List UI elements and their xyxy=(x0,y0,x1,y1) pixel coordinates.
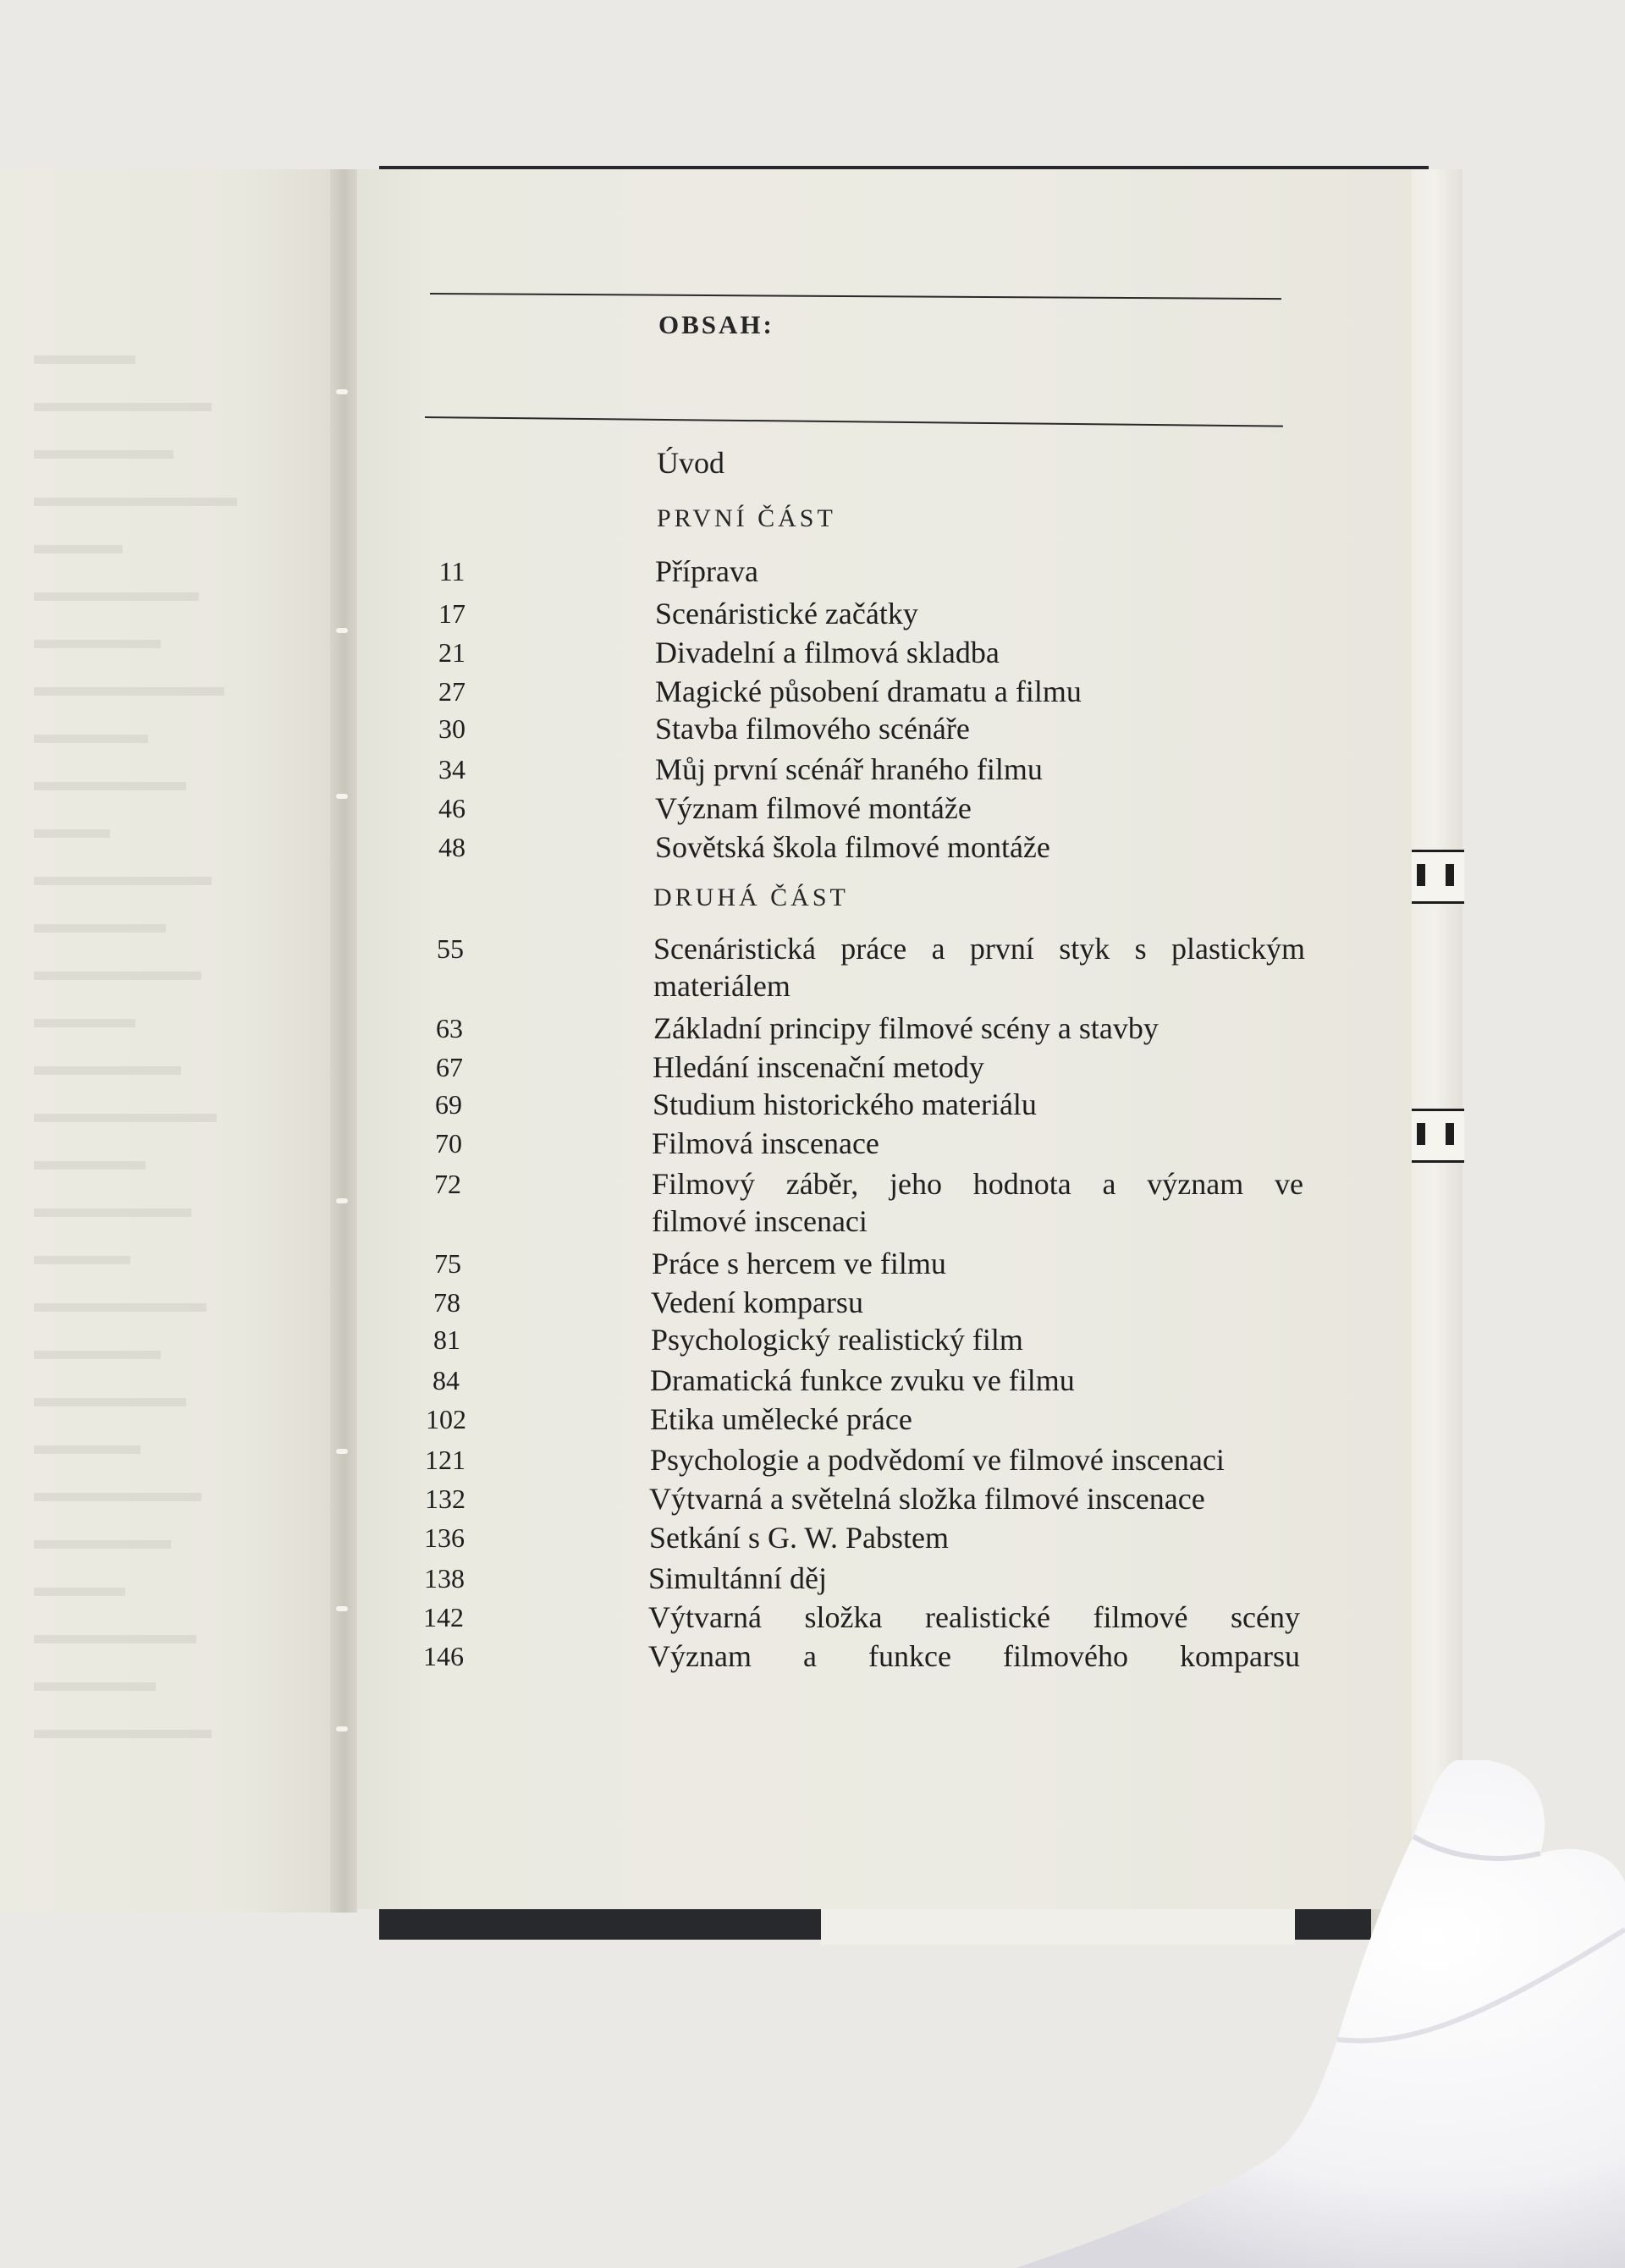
toc-page-number: 70 xyxy=(435,1128,462,1159)
toc-entry-title: Vedení komparsu xyxy=(651,1285,863,1319)
toc-intro-title: Úvod xyxy=(657,446,724,480)
toc-page-number: 48 xyxy=(438,832,465,862)
toc-entry-title: Můj první scénář hraného filmu xyxy=(655,752,1043,786)
toc-page-number: 11 xyxy=(438,556,465,586)
toc-page-number: 34 xyxy=(438,754,465,784)
toc-entry-title: Výtvarná složka realistické filmové scény xyxy=(648,1600,1300,1634)
toc-page-number: 102 xyxy=(426,1404,466,1434)
toc-page-number: 136 xyxy=(424,1522,465,1553)
section-heading: PRVNÍ ČÁST xyxy=(657,504,836,532)
toc-page-number: 69 xyxy=(435,1089,462,1120)
left-page xyxy=(0,169,347,1913)
toc-page-number: 21 xyxy=(438,637,465,668)
binding-stitch xyxy=(336,1198,348,1203)
toc-entry-title: Etika umělecké práce xyxy=(650,1402,912,1436)
toc-page-number: 81 xyxy=(433,1324,460,1355)
toc-page-number: 75 xyxy=(434,1248,461,1279)
toc-entry-title: Příprava xyxy=(655,554,758,588)
toc-entry-title: Práce s hercem ve filmu xyxy=(652,1247,946,1280)
toc-page-number: 84 xyxy=(432,1365,460,1395)
toc-entry-title: Sovětská škola filmové montáže xyxy=(655,830,1050,864)
toc-entry-title: Hledání inscenační metody xyxy=(653,1050,984,1084)
toc-page-number: 27 xyxy=(438,676,465,707)
toc-entry-title: Stavba filmového scénáře xyxy=(655,712,970,746)
toc-entry-title: Základní principy filmové scény a stavby xyxy=(653,1011,1159,1045)
binding-stitch xyxy=(336,1606,348,1611)
toc-entry-title: Filmový záběr, jeho hodnota a význam ve xyxy=(652,1167,1303,1201)
toc-entry-title: Výtvarná a světelná složka filmové inscenace xyxy=(649,1482,1205,1516)
jacket-stripe-band xyxy=(1405,1109,1464,1163)
toc-page-number: 30 xyxy=(438,713,465,744)
toc-entry-title: Divadelní a filmová skladba xyxy=(655,636,1000,669)
toc-page-number: 138 xyxy=(424,1563,465,1594)
toc-page-number: 121 xyxy=(425,1445,465,1475)
toc-entry-title: Význam filmové montáže xyxy=(655,791,972,825)
toc-entry-title: Psychologie a podvědomí ve filmové inscenaci xyxy=(650,1443,1225,1477)
book-gutter xyxy=(330,169,357,1913)
toc-entry-title: Magické působení dramatu a filmu xyxy=(655,674,1082,708)
toc-page-number: 78 xyxy=(433,1287,460,1318)
white-glove-hand xyxy=(1016,1760,1625,2268)
binding-stitch xyxy=(336,1449,348,1454)
toc-page-number: 55 xyxy=(437,933,464,964)
contents-heading: OBSAH: xyxy=(658,310,774,339)
binding-stitch xyxy=(336,1726,348,1731)
toc-page-number: 72 xyxy=(434,1169,461,1199)
toc-page-number: 67 xyxy=(436,1052,463,1082)
toc-page-number: 46 xyxy=(438,793,465,823)
jacket-stripe-band xyxy=(1405,850,1464,904)
binding-stitch xyxy=(336,389,348,394)
toc-page-number: 17 xyxy=(438,598,465,629)
toc-entry-title: Význam a funkce filmového komparsu xyxy=(648,1639,1300,1673)
toc-page-number: 132 xyxy=(425,1484,465,1514)
toc-entry-title-continuation: materiálem xyxy=(653,969,790,1003)
binding-stitch xyxy=(336,794,348,799)
toc-entry-title: Dramatická funkce zvuku ve filmu xyxy=(650,1363,1075,1397)
toc-page-number: 63 xyxy=(436,1013,463,1043)
toc-page-number: 142 xyxy=(423,1602,464,1632)
toc-entry-title: Filmová inscenace xyxy=(652,1126,879,1160)
toc-entry-title: Studium historického materiálu xyxy=(653,1087,1037,1121)
toc-entry-title: Setkání s G. W. Pabstem xyxy=(649,1521,950,1555)
toc-entry-title: Scenáristické začátky xyxy=(655,597,918,630)
toc-entry-title-continuation: filmové inscenaci xyxy=(652,1204,868,1238)
toc-entry-title: Scenáristická práce a první styk s plastickým xyxy=(653,932,1305,966)
binding-stitch xyxy=(336,628,348,633)
toc-entry-title: Simultánní děj xyxy=(648,1561,827,1595)
toc-entry-title: Psychologický realistický film xyxy=(651,1323,1023,1357)
section-heading: DRUHÁ ČÁST xyxy=(653,884,849,911)
toc-page-number: 146 xyxy=(423,1641,464,1671)
